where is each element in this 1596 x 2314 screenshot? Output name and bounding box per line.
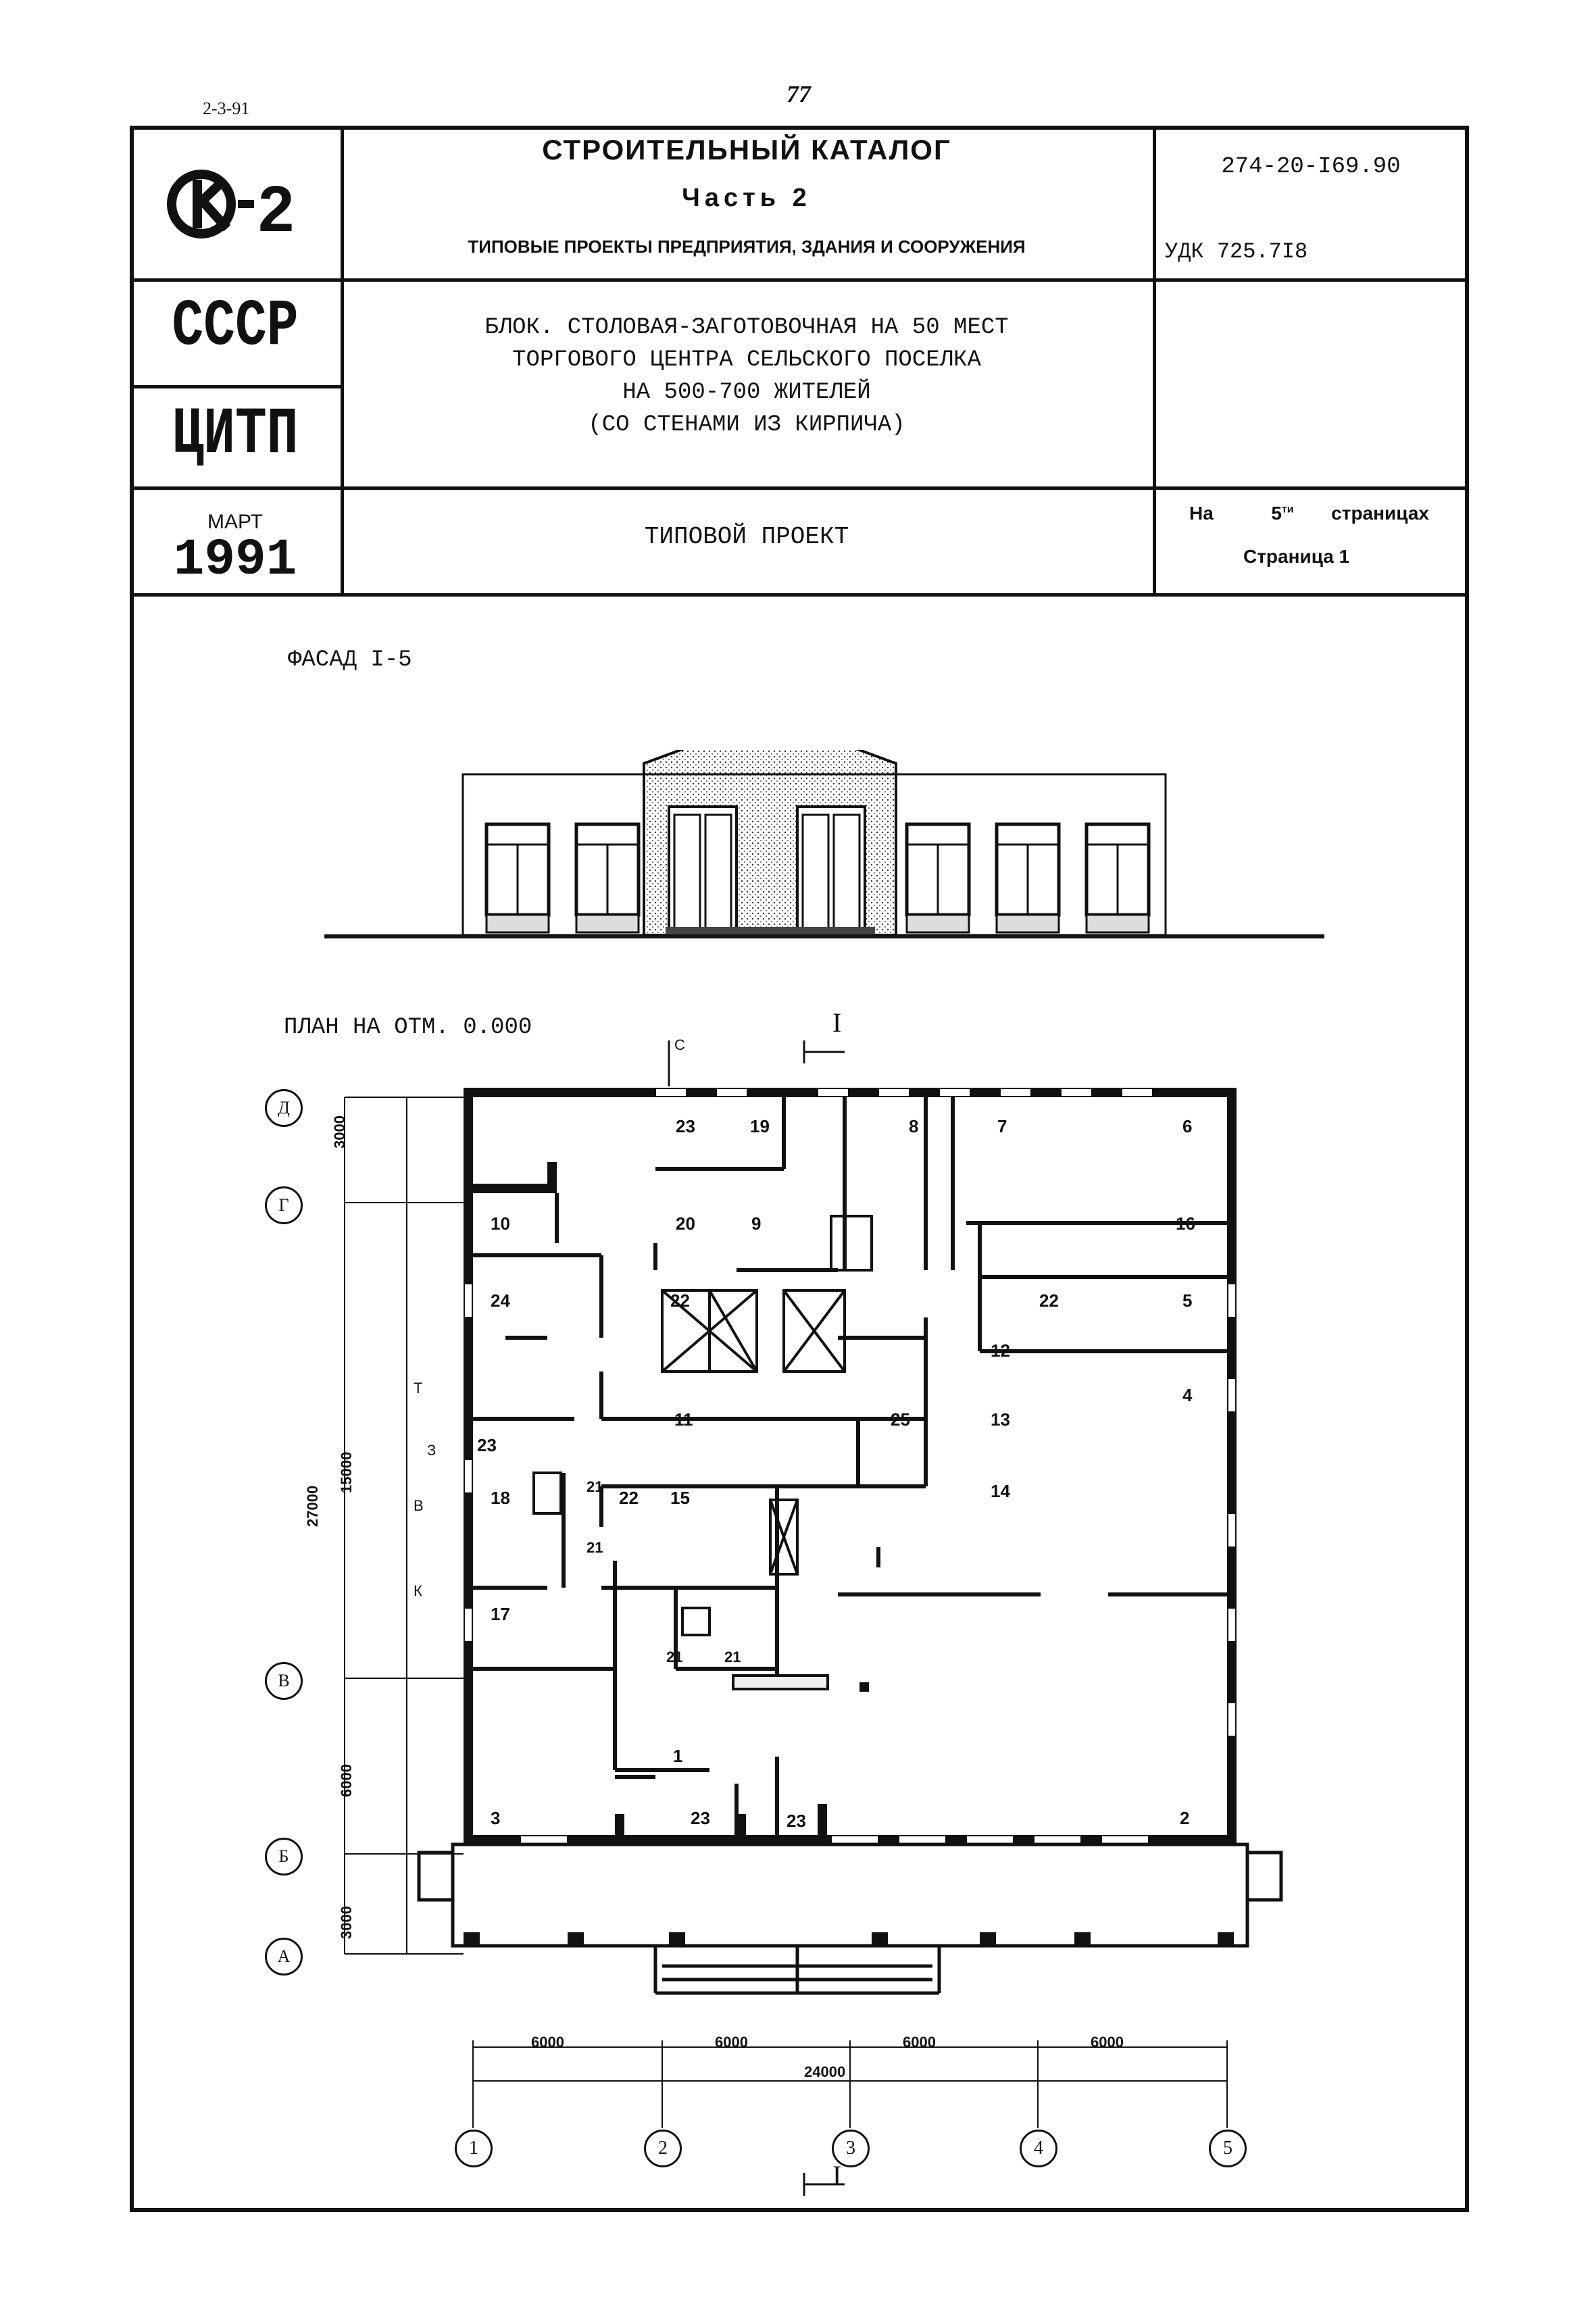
room-number: 3 — [491, 1808, 501, 1828]
entrance-mark: К — [414, 1582, 422, 1599]
entrance-mark: З — [427, 1442, 437, 1459]
room-number: 6 — [1182, 1116, 1193, 1136]
page-number: 77 — [787, 80, 811, 107]
pages-prefix: На — [1189, 503, 1214, 524]
room-number: 23 — [691, 1808, 710, 1828]
room-number: 9 — [751, 1213, 762, 1234]
room-number: 5 — [1182, 1290, 1193, 1311]
header-divider — [130, 486, 1469, 490]
date-year: 1991 — [173, 531, 297, 589]
room-number: 22 — [1039, 1290, 1059, 1311]
doc-code: 274-20-I69.90 — [1221, 154, 1401, 180]
svg-text:2: 2 — [258, 173, 295, 245]
axis-bubble-row: В — [265, 1662, 303, 1700]
room-number: 23 — [676, 1116, 695, 1136]
catalog-subtitle: ТИПОВЫЕ ПРОЕКТЫ ПРЕДПРИЯТИЯ, ЗДАНИЯ И СООРУЖЕНИЯ — [468, 236, 1026, 257]
entrance-mark: Т — [414, 1380, 423, 1397]
pages-word: страницах — [1331, 503, 1429, 524]
row-dimension: 15000 — [338, 1451, 355, 1493]
row-dimension: 3000 — [338, 1906, 355, 1939]
header-divider — [130, 278, 1469, 282]
room-number: 14 — [991, 1481, 1010, 1501]
row-dimension: 3000 — [331, 1115, 348, 1149]
axis-bubble-col: 4 — [1020, 2130, 1057, 2167]
axis-bubble-col: 5 — [1209, 2130, 1247, 2167]
date-month: МАРТ — [207, 511, 263, 533]
axis-bubble-col: 1 — [455, 2130, 493, 2167]
room-number: 21 — [666, 1649, 683, 1665]
room-number: 22 — [670, 1290, 690, 1311]
room-number: 15 — [670, 1488, 690, 1508]
project-title-line: ТОРГОВОГО ЦЕНТРА СЕЛЬСКОГО ПОСЕЛКА — [512, 347, 981, 373]
section-mark-bottom: I — [832, 2160, 842, 2190]
header-divider — [130, 385, 341, 388]
axis-bubble-row: Г — [265, 1186, 303, 1224]
room-number: 18 — [491, 1488, 510, 1508]
entrance-mark: С — [674, 1036, 685, 1053]
row-dimension: 27000 — [304, 1485, 321, 1527]
project-title-line: НА 500-700 ЖИТЕЛЕЙ — [622, 380, 871, 405]
pages-count: 5 — [1271, 503, 1282, 524]
facade-drawing — [324, 750, 1324, 953]
axis-bubble-col: 2 — [644, 2130, 682, 2167]
room-number: 21 — [587, 1539, 603, 1556]
col-dimension: 6000 — [531, 2034, 564, 2051]
udk-code: УДК 725.7I8 — [1165, 239, 1308, 264]
axis-bubble-col: 3 — [832, 2130, 870, 2167]
room-number: 23 — [787, 1811, 806, 1831]
room-number: 23 — [477, 1435, 497, 1455]
org-institute: ЦИТП — [172, 398, 299, 472]
room-number: 24 — [491, 1290, 510, 1311]
axis-bubble-row: Д — [265, 1089, 303, 1127]
room-number: 12 — [991, 1340, 1010, 1361]
room-number: 22 — [619, 1488, 639, 1508]
entrance-mark: В — [414, 1497, 424, 1514]
doc-series-code: 2-3-91 — [203, 99, 250, 118]
col-dimension: 6000 — [715, 2034, 748, 2051]
section-mark-top: I — [832, 1007, 842, 1038]
col-dimension: 6000 — [903, 2034, 936, 2051]
room-number: 17 — [491, 1604, 510, 1624]
current-page: Страница 1 — [1243, 546, 1350, 567]
room-number: 19 — [750, 1116, 770, 1136]
pages-info — [1189, 503, 1429, 524]
room-number: 4 — [1182, 1385, 1193, 1405]
catalog-title: СТРОИТЕЛЬНЫЙ КАТАЛОГ — [542, 134, 951, 166]
room-number: 10 — [491, 1213, 510, 1234]
axis-bubble-row: А — [265, 1938, 303, 1976]
org-country: СССР — [172, 290, 299, 364]
plan-title: ПЛАН НА ОТМ. 0.000 — [284, 1015, 532, 1040]
room-number: 13 — [991, 1409, 1010, 1430]
pages-suffix: ти — [1281, 503, 1294, 515]
room-number: 16 — [1176, 1213, 1195, 1234]
room-number: 7 — [997, 1116, 1007, 1136]
col-dimension: 6000 — [1091, 2034, 1124, 2051]
project-type: ТИПОВОЙ ПРОЕКТ — [644, 523, 849, 551]
room-number: 21 — [724, 1649, 741, 1665]
room-number: 1 — [673, 1746, 683, 1766]
room-number: 25 — [891, 1409, 910, 1430]
axis-bubble-row: Б — [265, 1838, 303, 1876]
room-number: 20 — [676, 1213, 695, 1234]
row-dimension: 6000 — [338, 1764, 355, 1797]
project-title-line: БЛОК. СТОЛОВАЯ-ЗАГОТОВОЧНАЯ НА 50 МЕСТ — [484, 315, 1009, 341]
facade-title: ФАСАД I-5 — [288, 647, 412, 673]
logo-sk2 — [162, 157, 311, 251]
room-number: 8 — [909, 1116, 919, 1136]
floor-plan — [250, 1000, 1331, 2203]
room-number: 11 — [674, 1409, 693, 1430]
project-title-line: (СО СТЕНАМИ ИЗ КИРПИЧА) — [588, 412, 905, 438]
catalog-part: Часть 2 — [682, 184, 812, 212]
total-width: 24000 — [804, 2063, 846, 2080]
room-number: 2 — [1180, 1808, 1190, 1828]
header-divider — [130, 593, 1469, 597]
header-divider — [1153, 126, 1156, 595]
room-number: 21 — [587, 1478, 603, 1495]
